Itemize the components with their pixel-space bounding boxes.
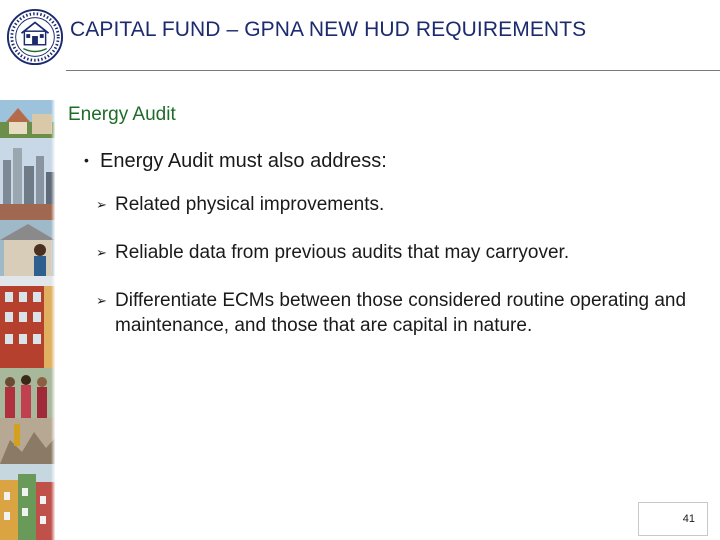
title-divider [66,70,720,71]
sub-item-text: Reliable data from previous audits that may carryover. [115,242,570,263]
arrow-bullet-icon: ➢ [96,245,107,260]
list-item [96,240,696,265]
photo-collage [0,100,55,540]
main-bullet [84,150,387,173]
hud-seal-icon [6,8,64,66]
arrow-bullet-icon: ➢ [96,197,107,212]
strip-fade [51,100,55,540]
list-item [96,288,696,338]
sub-item-text: Differentiate ECMs between those considered routine operating and maintenance, and those that are capital in nature. [115,290,687,336]
round-bullet: • [84,152,89,168]
arrow-bullet-icon: ➢ [96,293,107,308]
page-number-box [638,502,708,536]
slide-title: CAPITAL FUND – GPNA NEW HUD REQUIREMENTS [70,18,587,41]
list-item [96,192,696,217]
sub-item-text: Related physical improvements. [115,194,385,215]
sub-bullet-list [96,192,696,338]
section-heading: Energy Audit [68,104,176,125]
photo-collage-strip [0,100,55,540]
main-bullet-text: Energy Audit must also address: [100,150,387,172]
page-number: 41 [682,513,695,525]
